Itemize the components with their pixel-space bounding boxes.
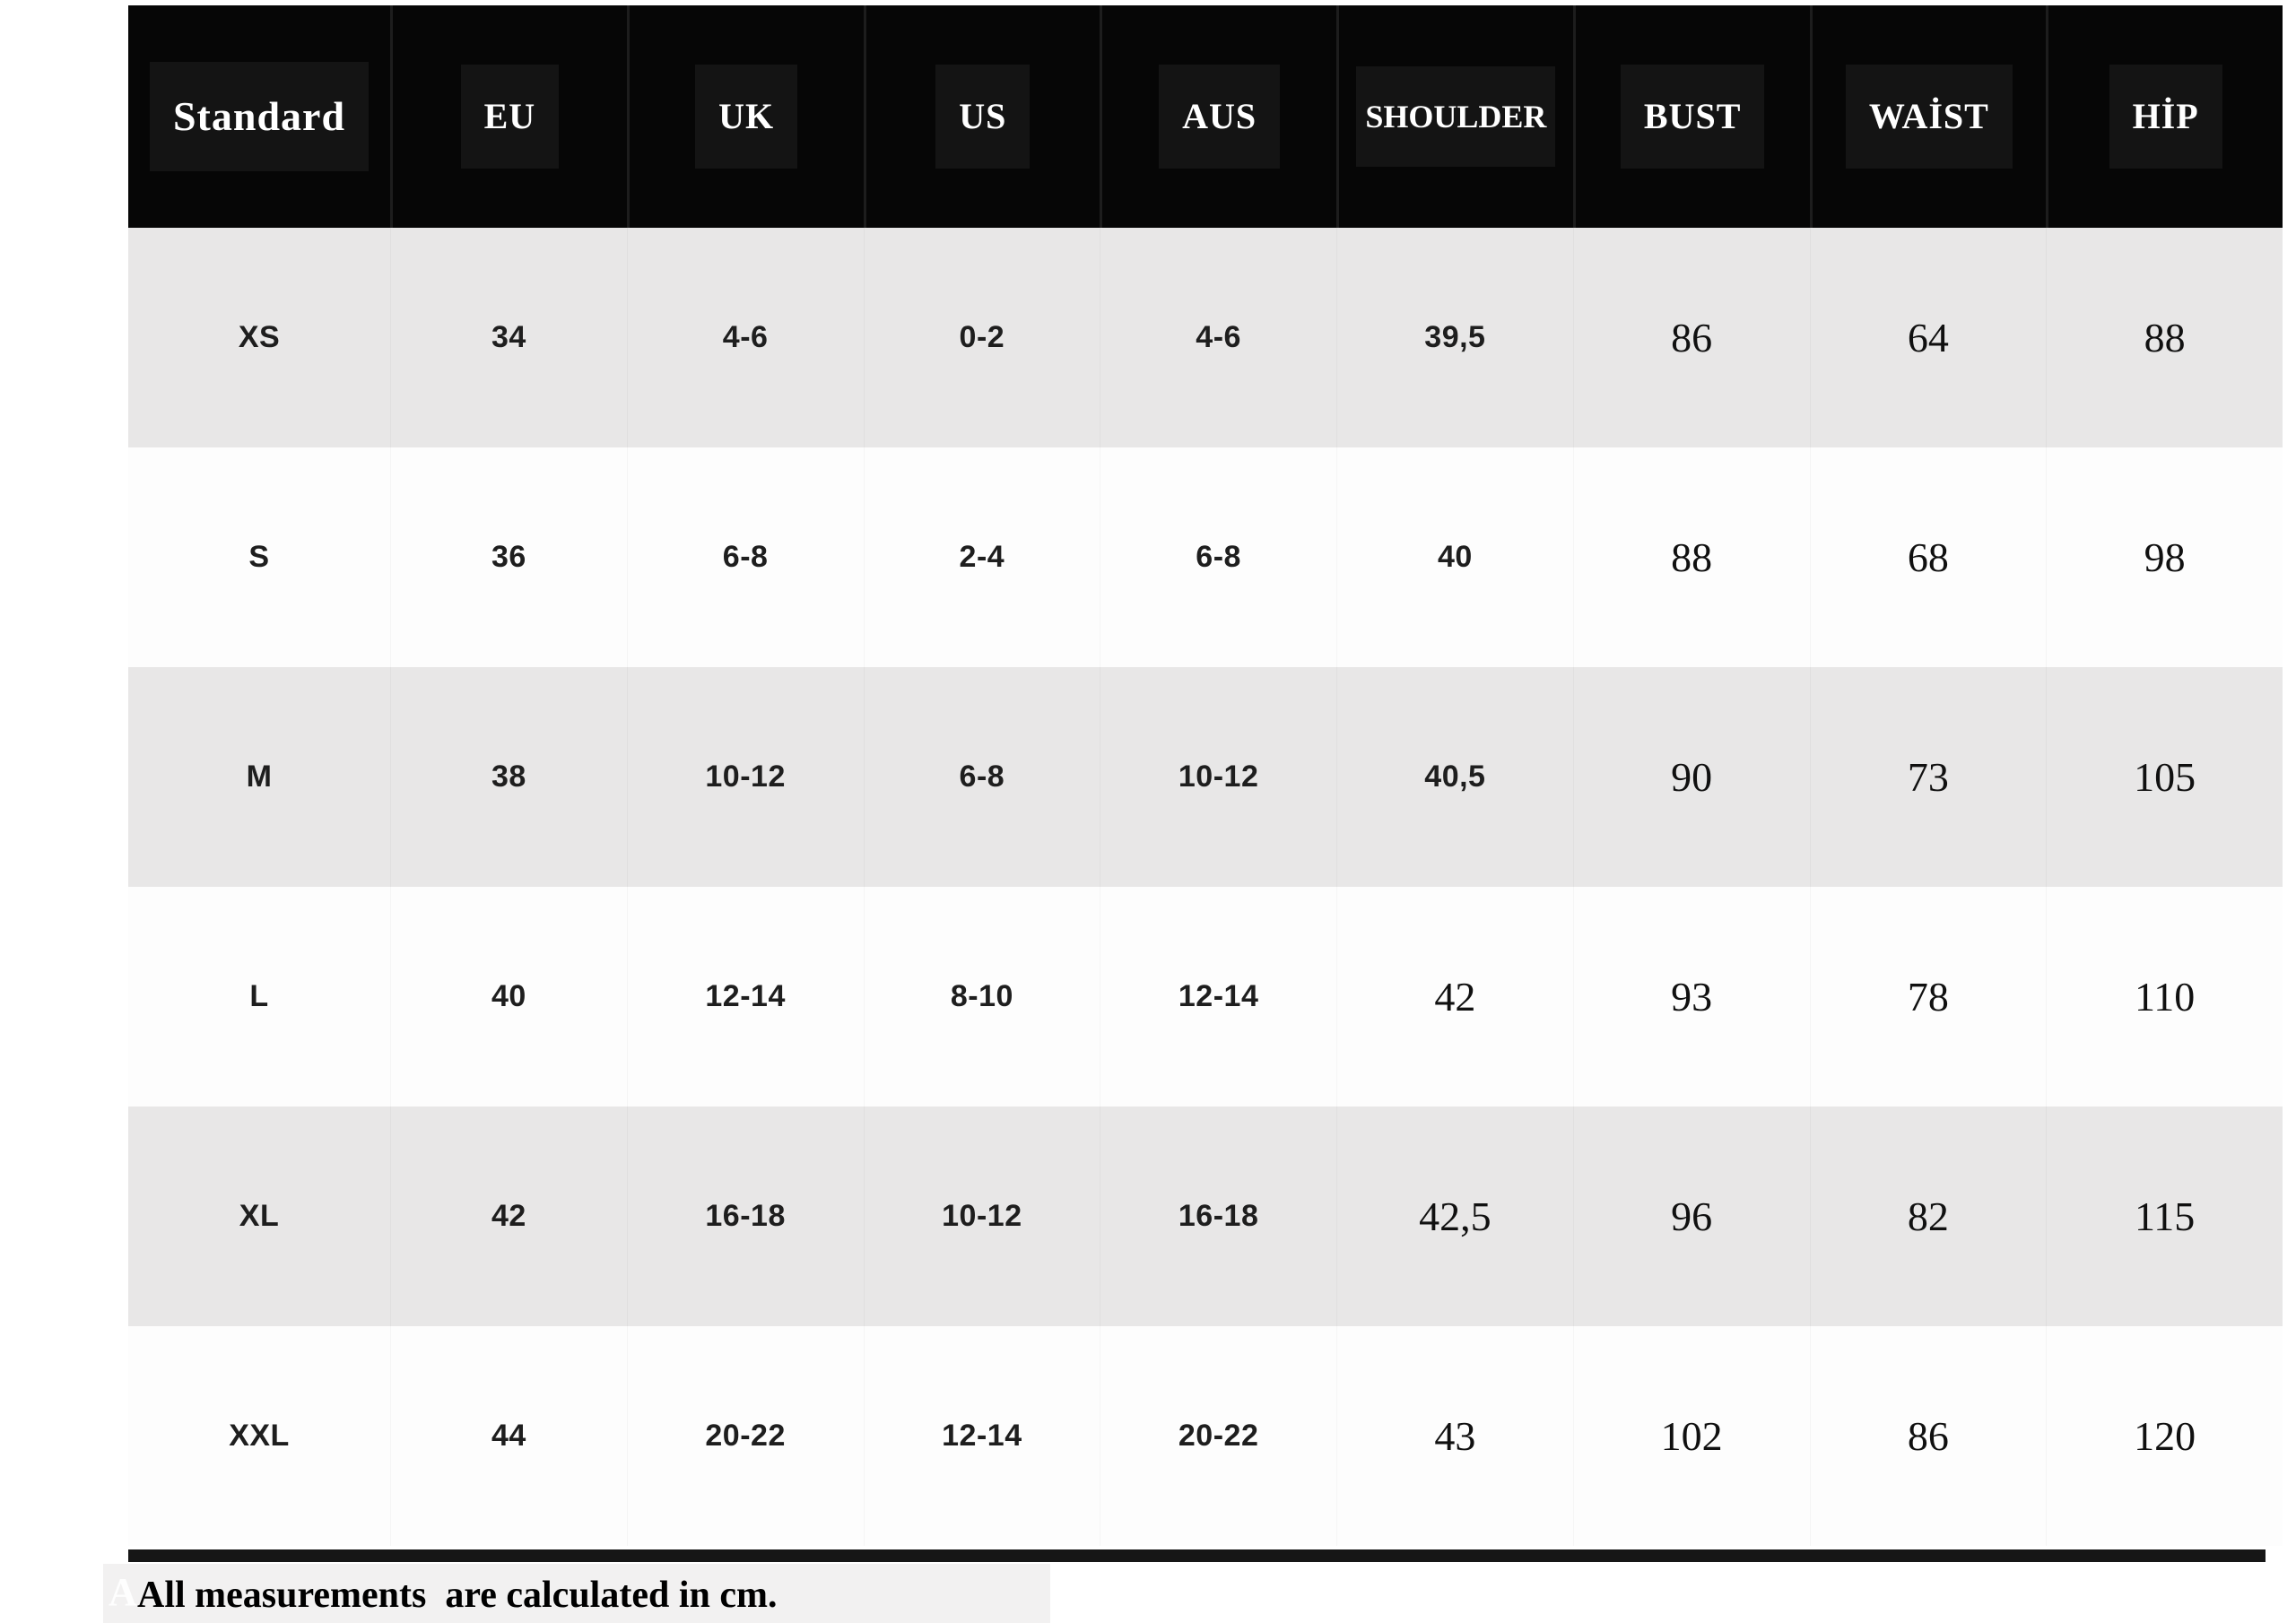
table-cell: 78 xyxy=(1810,887,2047,1107)
table-cell: 6-8 xyxy=(864,667,1100,887)
table-cell: 20-22 xyxy=(1100,1326,1336,1546)
table-cell: M xyxy=(246,759,273,794)
header-label: Standard xyxy=(150,62,369,171)
table-cell: 12-14 xyxy=(627,887,864,1107)
header-cell-standard xyxy=(128,5,390,228)
table-cell: XXL xyxy=(229,1419,290,1453)
measurements-note-text: All measurements are calculated in cm. xyxy=(137,1575,778,1616)
table-body xyxy=(128,228,2283,1546)
table-row-l xyxy=(128,887,2283,1107)
table-cell: 44 xyxy=(390,1326,627,1546)
table-cell: 93 xyxy=(1573,887,1810,1107)
table-row-xl xyxy=(128,1107,2283,1326)
table-cell: 40 xyxy=(390,887,627,1107)
table-cell: 4-6 xyxy=(1100,228,1336,447)
table-cell: 86 xyxy=(1573,228,1810,447)
header-label: HİP xyxy=(2109,65,2222,169)
table-cell: 120 xyxy=(2046,1326,2283,1546)
table-cell: 40,5 xyxy=(1336,667,1573,887)
table-cell: 42 xyxy=(390,1107,627,1326)
header-label: AUS xyxy=(1159,65,1280,169)
header-cell-us xyxy=(864,5,1100,228)
table-cell: 10-12 xyxy=(1100,667,1336,887)
table-cell: 88 xyxy=(2046,228,2283,447)
header-cell-aus xyxy=(1100,5,1336,228)
table-cell: 16-18 xyxy=(627,1107,864,1326)
table-cell: 64 xyxy=(1810,228,2047,447)
table-cell: 115 xyxy=(2046,1107,2283,1326)
table-cell: 16-18 xyxy=(1100,1107,1336,1326)
table-row-xxl xyxy=(128,1326,2283,1546)
table-cell: 42,5 xyxy=(1336,1107,1573,1326)
table-cell: 10-12 xyxy=(627,667,864,887)
table-cell: 34 xyxy=(390,228,627,447)
table-cell: 105 xyxy=(2046,667,2283,887)
table-cell: 2-4 xyxy=(864,447,1100,667)
table-cell: 12-14 xyxy=(1100,887,1336,1107)
table-cell: 88 xyxy=(1573,447,1810,667)
measurements-note xyxy=(103,1564,1050,1623)
header-label: WAİST xyxy=(1846,65,2013,169)
table-cell: 6-8 xyxy=(1100,447,1336,667)
table-header-row xyxy=(128,5,2283,228)
header-label: SHOULDER xyxy=(1356,66,1555,167)
table-cell: 96 xyxy=(1573,1107,1810,1326)
table-cell: 98 xyxy=(2046,447,2283,667)
table-cell: 39,5 xyxy=(1336,228,1573,447)
table-cell: 110 xyxy=(2046,887,2283,1107)
header-cell-bust xyxy=(1573,5,1810,228)
table-cell: 86 xyxy=(1810,1326,2047,1546)
table-cell: 10-12 xyxy=(864,1107,1100,1326)
table-cell: L xyxy=(249,979,269,1013)
table-row-m xyxy=(128,667,2283,887)
table-cell: 43 xyxy=(1336,1326,1573,1546)
table-cell: 0-2 xyxy=(864,228,1100,447)
header-label: BUST xyxy=(1621,65,1765,169)
table-row-xs xyxy=(128,228,2283,447)
table-cell: 42 xyxy=(1336,887,1573,1107)
table-cell: 8-10 xyxy=(864,887,1100,1107)
table-cell: 12-14 xyxy=(864,1326,1100,1546)
table-cell: 102 xyxy=(1573,1326,1810,1546)
table-cell: 36 xyxy=(390,447,627,667)
header-cell-shoulder xyxy=(1336,5,1573,228)
table-cell: XS xyxy=(238,320,281,354)
header-label: EU xyxy=(461,65,560,169)
header-label: US xyxy=(935,65,1030,169)
ghost-letter: A xyxy=(109,1570,137,1614)
header-cell-uk xyxy=(627,5,864,228)
table-cell: 38 xyxy=(390,667,627,887)
table-cell: 68 xyxy=(1810,447,2047,667)
table-cell: 4-6 xyxy=(627,228,864,447)
size-chart-table xyxy=(109,5,2283,1623)
table-cell: 73 xyxy=(1810,667,2047,887)
table-row-s xyxy=(128,447,2283,667)
header-cell-eu xyxy=(390,5,627,228)
table-cell: 40 xyxy=(1336,447,1573,667)
table-cell: 20-22 xyxy=(627,1326,864,1546)
header-cell-hip xyxy=(2046,5,2283,228)
table-cell: 6-8 xyxy=(627,447,864,667)
table-cell: S xyxy=(248,540,270,574)
divider-line xyxy=(128,1549,2266,1562)
table-cell: XL xyxy=(239,1199,280,1233)
header-label: UK xyxy=(695,65,797,169)
header-cell-waist xyxy=(1810,5,2047,228)
table-cell: 90 xyxy=(1573,667,1810,887)
table-cell: 82 xyxy=(1810,1107,2047,1326)
